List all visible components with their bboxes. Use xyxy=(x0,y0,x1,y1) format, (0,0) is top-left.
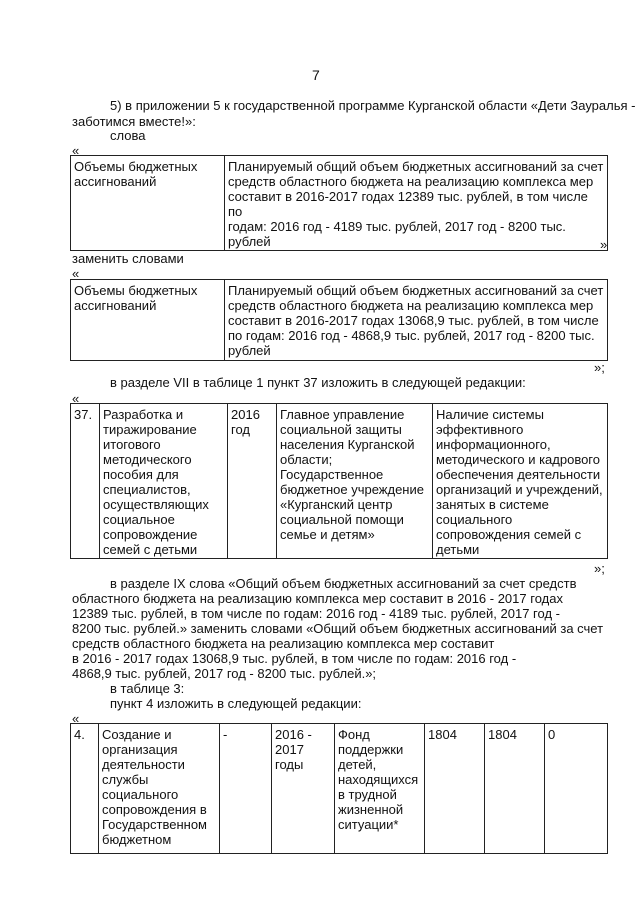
section7-text: в разделе VII в таблице 1 пункт 37 изложить в следующей редакции: xyxy=(110,375,526,390)
old-budget-label: Объемы бюджетных ассигнований xyxy=(71,156,225,251)
new-budget-label: Объемы бюджетных ассигнований xyxy=(71,280,225,361)
table-item-37 xyxy=(70,403,608,559)
section9-line6: в 2016 - 2017 годах 13068,9 тыс. рублей, в том числе по годам: 2016 год - xyxy=(72,651,517,666)
section9-line4: 8200 тыс. рублей.» заменить словами «Общий объем бюджетных ассигнований за счет xyxy=(72,621,604,636)
close-quote-1: » xyxy=(600,237,608,252)
item37-executor: Главное управление социальной защиты населения Курганской области; Государственное бюджетное учреждение «Курганский центр социальной помощи семье и детям» xyxy=(277,404,433,559)
item37-result: Наличие системы эффективного информационного, методического и кадрового обеспечения деятельности организаций и учреждений, занятых в системе социального сопровождения семей с детьми xyxy=(433,404,608,559)
section9-line2: областного бюджета на реализацию комплекса мер составит в 2016 - 2017 годах xyxy=(72,591,563,606)
point4-text: пункт 4 изложить в следующей редакции: xyxy=(110,696,362,711)
close-quote-3: »; xyxy=(594,561,605,576)
words-label: слова xyxy=(110,128,146,143)
table-row xyxy=(71,156,608,251)
section9-line3: 12389 тыс. рублей, в том числе по годам: 2016 год - 4189 тыс. рублей, 2017 год - xyxy=(72,606,560,621)
table-row xyxy=(71,404,608,559)
table-new-budget xyxy=(70,279,608,361)
close-quote-2: »; xyxy=(594,360,605,375)
table-old-budget xyxy=(70,155,608,251)
open-quote-2: « xyxy=(72,266,80,281)
section9-line5: средств областного бюджета на реализацию комплекса мер составит xyxy=(72,636,495,651)
old-budget-text: Планируемый общий объем бюджетных ассигнований за счет средств областного бюджета на реализацию комплекса мер составит в 2016-2017 годах 12389 тыс. рублей, в том числе по годам: 2016 год - 4189 тыс. рублей, 2017 год - 8200 тыс. рублей xyxy=(225,156,608,251)
open-quote-4: « xyxy=(72,711,80,726)
table-row xyxy=(71,280,608,361)
replace-label: заменить словами xyxy=(72,251,184,266)
item4-source: Фонд поддержки детей, находящихся в трудной жизненной ситуации* xyxy=(335,724,425,854)
table3-label: в таблице 3: xyxy=(110,681,185,696)
item4-value2: 1804 xyxy=(485,724,545,854)
table-row xyxy=(71,724,608,854)
item4-value1: 1804 xyxy=(425,724,485,854)
open-quote-3: « xyxy=(72,391,80,406)
item4-years: 2016 - 2017 годы xyxy=(272,724,335,854)
item4-num: 4. xyxy=(71,724,99,854)
section9-line7: 4868,9 тыс. рублей, 2017 год - 8200 тыс. рублей.»; xyxy=(72,666,377,681)
item4-name: Создание и организация деятельности службы социального сопровождения в Государственном бюджетном xyxy=(99,724,220,854)
new-budget-text: Планируемый общий объем бюджетных ассигнований за счет средств областного бюджета на реализацию комплекса мер составит в 2016-2017 годах 13068,9 тыс. рублей, в том числе по годам: 2016 год - 4868,9 тыс. рублей, 2017 год - 8200 тыс. рублей xyxy=(225,280,608,361)
item4-value3: 0 xyxy=(545,724,608,854)
item37-year: 2016 год xyxy=(228,404,277,559)
item37-name: Разработка и тиражирование итогового методического пособия для специалистов, осуществляющих социальное сопровождение семей с детьми xyxy=(100,404,228,559)
table-item-4 xyxy=(70,723,608,854)
item37-num: 37. xyxy=(71,404,100,559)
page-number: 7 xyxy=(312,67,320,83)
item5-line1: 5) в приложении 5 к государственной программе Курганской области «Дети Зауралья - xyxy=(110,98,636,113)
item5-line2: заботимся вместе!»: xyxy=(72,114,196,129)
section9-line1: в разделе IX слова «Общий объем бюджетных ассигнований за счет средств xyxy=(110,576,577,591)
open-quote-1: « xyxy=(72,143,80,158)
item4-dash: - xyxy=(220,724,272,854)
